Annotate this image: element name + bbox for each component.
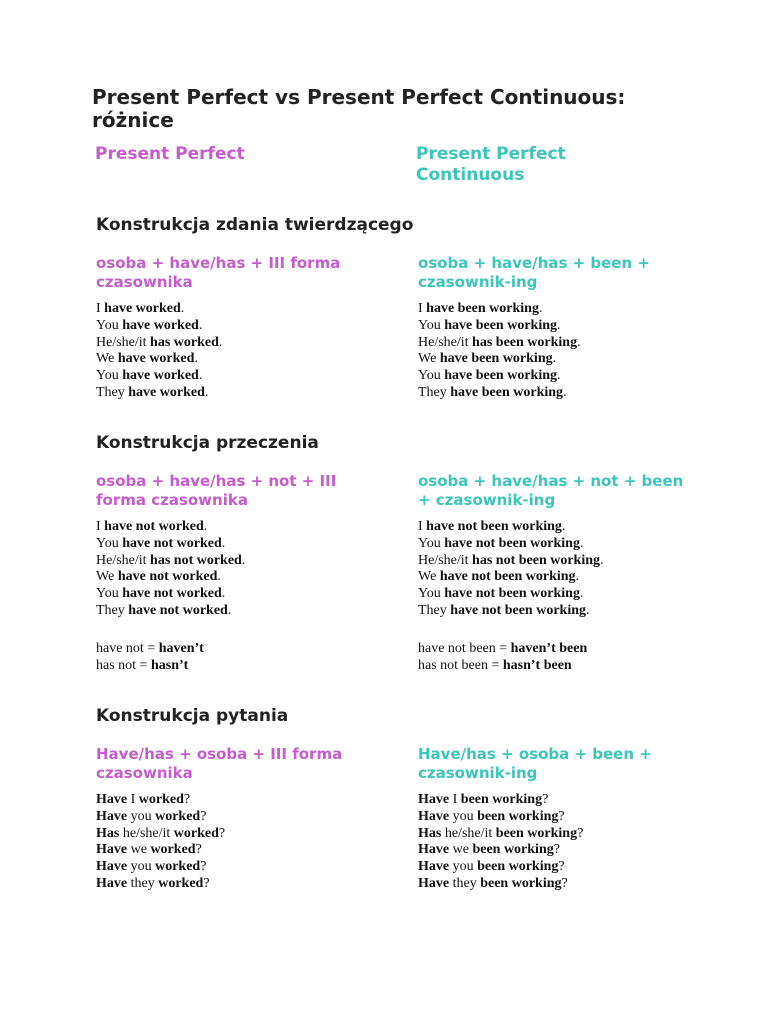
- column-heading-line: Continuous: [416, 165, 525, 185]
- example-line: Have you worked?: [96, 808, 207, 824]
- formula-affirmative-continuous: osoba + have/has + been + czasownik-ing: [418, 254, 650, 291]
- example-line: He/she/it has worked.: [96, 334, 223, 350]
- example-line: Have they worked?: [96, 875, 210, 891]
- example-line: Have we been working?: [418, 842, 560, 858]
- example-line: Have you been working?: [418, 859, 565, 875]
- formula-negative-present-perfect: osoba + have/has + not + III forma czasownika: [96, 472, 337, 509]
- example-line: He/she/it has been working.: [418, 334, 581, 350]
- example-line: They have not worked.: [96, 602, 232, 618]
- page-title: Present Perfect vs Present Perfect Continuous: różnice: [92, 85, 626, 132]
- contractions-continuous: [418, 641, 708, 675]
- examples-affirmative-present-perfect: [96, 301, 386, 402]
- example-line: Have they been working?: [418, 875, 568, 891]
- section-title-question: Konstrukcja pytania: [96, 706, 289, 726]
- example-line: Has he/she/it worked?: [96, 825, 226, 841]
- examples-question-continuous: [418, 792, 708, 893]
- example-line: We have not been working.: [418, 569, 580, 585]
- example-line: You have not worked.: [96, 535, 226, 551]
- column-heading-present-perfect-continuous: [416, 144, 566, 186]
- example-line: We have worked.: [96, 351, 198, 367]
- example-line: have not been = haven’t been: [418, 641, 588, 656]
- example-line: I have not been working.: [418, 519, 566, 534]
- example-line: I have worked.: [96, 301, 185, 316]
- formula-question-continuous: Have/has + osoba + been + czasownik-ing: [418, 745, 652, 782]
- formula-negative-continuous: osoba + have/has + not + been + czasownik-ing: [418, 472, 684, 509]
- column-heading-line: Present Perfect: [416, 144, 566, 164]
- example-line: Has he/she/it been working?: [418, 825, 584, 841]
- example-line: They have not been working.: [418, 602, 590, 618]
- example-line: He/she/it has not been working.: [418, 552, 604, 568]
- example-line: You have worked.: [96, 317, 203, 333]
- example-line: You have not been working.: [418, 535, 584, 551]
- example-line: He/she/it has not worked.: [96, 552, 246, 568]
- example-line: We have been working.: [418, 351, 557, 367]
- example-line: I have been working.: [418, 301, 543, 316]
- example-line: They have worked.: [96, 384, 209, 400]
- contractions-present-perfect: [96, 641, 386, 675]
- examples-negative-continuous: [418, 519, 708, 620]
- example-line: I have not worked.: [96, 519, 208, 534]
- example-line: Have you been working?: [418, 808, 565, 824]
- column-heading-present-perfect: Present Perfect: [95, 144, 245, 164]
- examples-affirmative-continuous: [418, 301, 708, 402]
- example-line: You have worked.: [96, 368, 203, 384]
- section-title-negative: Konstrukcja przeczenia: [96, 433, 319, 453]
- example-line: has not = hasn’t: [96, 657, 189, 673]
- example-line: You have not been working.: [418, 586, 584, 602]
- example-line: has not been = hasn’t been: [418, 657, 572, 673]
- example-line: You have not worked.: [96, 586, 226, 602]
- formula-question-present-perfect: Have/has + osoba + III forma czasownika: [96, 745, 343, 782]
- example-line: You have been working.: [418, 368, 561, 384]
- example-line: Have we worked?: [96, 842, 202, 858]
- example-line: Have you worked?: [96, 859, 207, 875]
- examples-negative-present-perfect: [96, 519, 386, 620]
- examples-question-present-perfect: [96, 792, 386, 893]
- example-line: Have I worked?: [96, 792, 191, 807]
- section-title-affirmative: Konstrukcja zdania twierdzącego: [96, 215, 414, 235]
- example-line: They have been working.: [418, 384, 567, 400]
- example-line: You have been working.: [418, 317, 561, 333]
- example-line: have not = haven’t: [96, 641, 204, 656]
- example-line: We have not worked.: [96, 569, 221, 585]
- example-line: Have I been working?: [418, 792, 549, 807]
- formula-affirmative-present-perfect: osoba + have/has + III forma czasownika: [96, 254, 341, 291]
